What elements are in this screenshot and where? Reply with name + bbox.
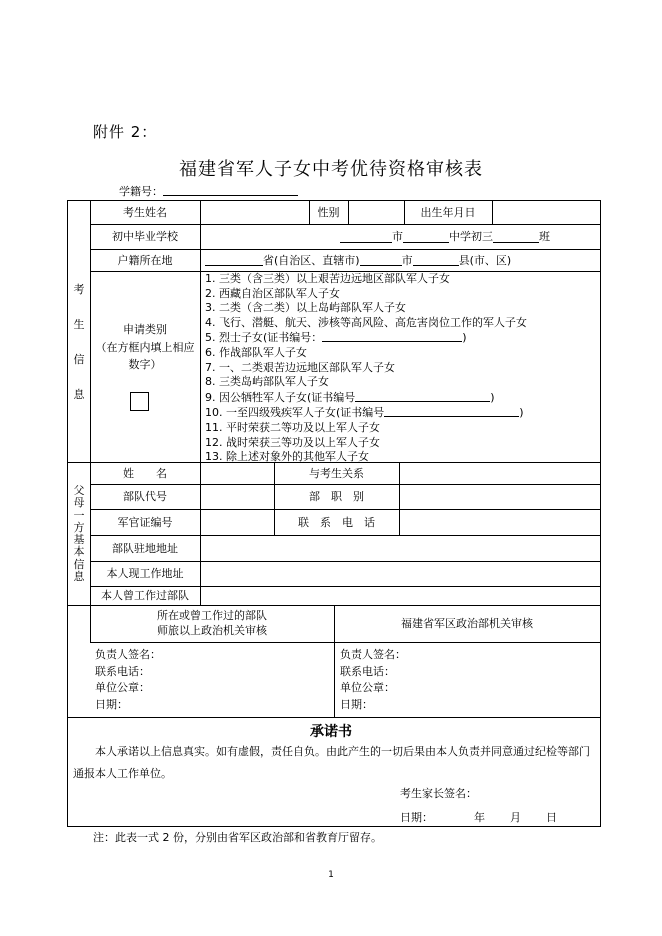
category-hint: （在方框内填上相应数字） [95,341,195,371]
unit-code-label: 部队代号 [123,490,167,503]
school-label: 初中毕业学校 [112,230,178,243]
option-item: 4. 飞行、潜艇、航天、涉核等高风险、高危害岗位工作的军人子女 [205,315,527,329]
hukou-province-text: 省(自治区、直辖市) [263,253,360,267]
relation-field[interactable] [400,463,600,484]
option-item: 2. 西藏自治区部队军人子女 [205,286,340,300]
section-char: 生 [73,318,85,331]
pledge-date[interactable] [400,809,557,825]
section-char: 基 [73,533,85,547]
year-label: 年 [474,811,485,824]
category-options [205,272,527,465]
birthdate-label: 出生年月日 [420,205,476,219]
candidate-section-label [71,272,87,412]
school-grade-text: 中学初三 [449,230,493,243]
phone-label: 联系电话： [340,664,395,678]
option-item-with-blank [205,390,527,406]
position-label: 部 职 别 [309,490,364,503]
student-number-label: 学籍号： [119,185,163,198]
section-char: 息 [73,388,85,401]
option-text: 5. 烈士子女(证书编号： [205,331,323,345]
signer-label: 负责人签名： [340,648,406,661]
relation-label: 与考生关系 [309,466,364,480]
school-name-blank[interactable] [403,231,449,243]
hukou-county-blank[interactable] [413,254,459,266]
hukou-province-blank[interactable] [205,254,263,266]
date-label: 日期： [95,697,128,711]
hukou-field[interactable] [205,249,600,271]
phone-label: 联系电话： [95,664,150,678]
page-number: 1 [328,870,334,880]
row-line [67,717,600,718]
birthdate-field[interactable] [493,201,600,224]
option-item-with-blank [205,330,527,346]
school-class-text: 班 [539,230,550,243]
option-item: 1. 三类（含三类）以上艰苦边远地区部队军人子女 [205,272,450,285]
seal-label: 单位公章： [95,681,150,694]
current-address-field[interactable] [201,562,600,586]
hukou-county-text: 县(市、区) [458,253,512,267]
close-paren: ) [519,406,524,420]
former-unit-label: 本人曾工作过部队 [101,589,189,602]
former-unit-field[interactable] [201,587,600,605]
day-label: 日 [546,811,557,824]
current-address-label: 本人现工作地址 [106,567,184,580]
section-char: 信 [73,557,85,571]
category-title: 申请类别 [123,323,167,336]
sacrifice-cert-blank[interactable] [355,390,490,402]
review-title-line: 所在或曾工作过的部队 [157,609,267,622]
parent-section-label [71,485,87,583]
attachment-label: 附件 2： [93,123,158,141]
student-number [119,183,298,199]
provincial-review-title: 福建省军区政治部机关审核 [401,617,533,630]
school-class-blank[interactable] [493,231,539,243]
close-paren: ) [462,331,467,345]
date-label: 日期： [340,697,373,711]
table-border-bottom [67,826,601,827]
officer-id-field[interactable] [201,510,274,535]
review-title-line: 师旅以上政治机关审核 [157,624,267,637]
section-char: 息 [73,570,85,584]
candidate-name-field[interactable] [201,201,309,224]
category-number-box[interactable] [130,392,149,411]
option-item: 6. 作战部队军人子女 [205,345,307,359]
officer-id-label: 军官证编号 [117,515,173,529]
school-field[interactable] [200,224,600,249]
gender-label: 性别 [317,205,340,219]
station-label: 部队驻地地址 [112,541,178,555]
gender-field[interactable] [349,201,404,224]
pledge-body: 本人承诺以上信息真实。如有虚假，责任自负。由此产生的一切后果由本人负责并同意通过纪检等部门通报本人工作单位。 [73,745,590,780]
provincial-signature-block[interactable] [340,647,406,713]
unit-code-field[interactable] [201,485,274,509]
pledge-title: 承诺书 [310,724,352,740]
section-char: 方 [73,520,85,534]
option-item-with-blank [205,405,527,421]
hukou-label: 户籍所在地 [117,253,173,267]
option-item: 13. 除上述对象外的其他军人子女 [205,450,369,464]
category-label [93,322,197,372]
section-char: 父 [73,484,85,497]
hukou-city-text: 市 [401,253,413,267]
parent-signature-label[interactable]: 考生家长签名： [400,787,477,800]
footnote: 注：此表一式 2 份，分别由省军区政治部和省教育厅留存。 [93,831,382,844]
martyr-cert-blank[interactable] [322,330,462,342]
month-label: 月 [510,811,521,824]
option-text: 10. 一至四级残疾军人子女(证书编号 [205,406,385,420]
section-char: 信 [73,353,85,366]
section-char: 母 [73,496,85,510]
division-signature-block[interactable] [95,647,161,713]
close-paren: ) [490,390,495,404]
section-char: 本 [73,545,85,559]
parent-name-label: 姓 名 [123,466,167,480]
option-item: 3. 二类（含二类）以上岛屿部队军人子女 [205,301,406,315]
candidate-name-label: 考生姓名 [123,205,167,219]
school-city-blank[interactable] [340,231,392,243]
position-field[interactable] [400,485,600,509]
pledge-date-label: 日期： [400,811,433,824]
signer-label: 负责人签名： [95,648,161,661]
option-item: 8. 三类岛屿部队军人子女 [205,375,329,389]
row-line [90,642,600,643]
phone-label: 联 系 电 话 [298,515,375,529]
student-number-field[interactable] [163,184,298,196]
school-city-text: 市 [392,230,403,243]
section-char: 一 [73,508,85,522]
division-review-title [90,606,334,642]
option-text: 9. 因公牺牲军人子女(证书编号 [205,390,356,404]
form-title: 福建省军人子女中考优待资格审核表 [179,159,483,180]
section-char: 考 [73,283,85,296]
option-item: 11. 平时荣获二等功及以上军人子女 [205,420,380,434]
option-item: 12. 战时荣获三等功及以上军人子女 [205,435,380,449]
seal-label: 单位公章： [340,681,395,694]
hukou-city-blank[interactable] [360,254,402,266]
option-item: 7. 一、二类艰苦边远地区部队军人子女 [205,360,395,374]
parent-name-field[interactable] [201,463,274,484]
disabled-cert-blank[interactable] [384,405,519,417]
station-field[interactable] [201,536,600,561]
phone-field[interactable] [400,510,600,535]
